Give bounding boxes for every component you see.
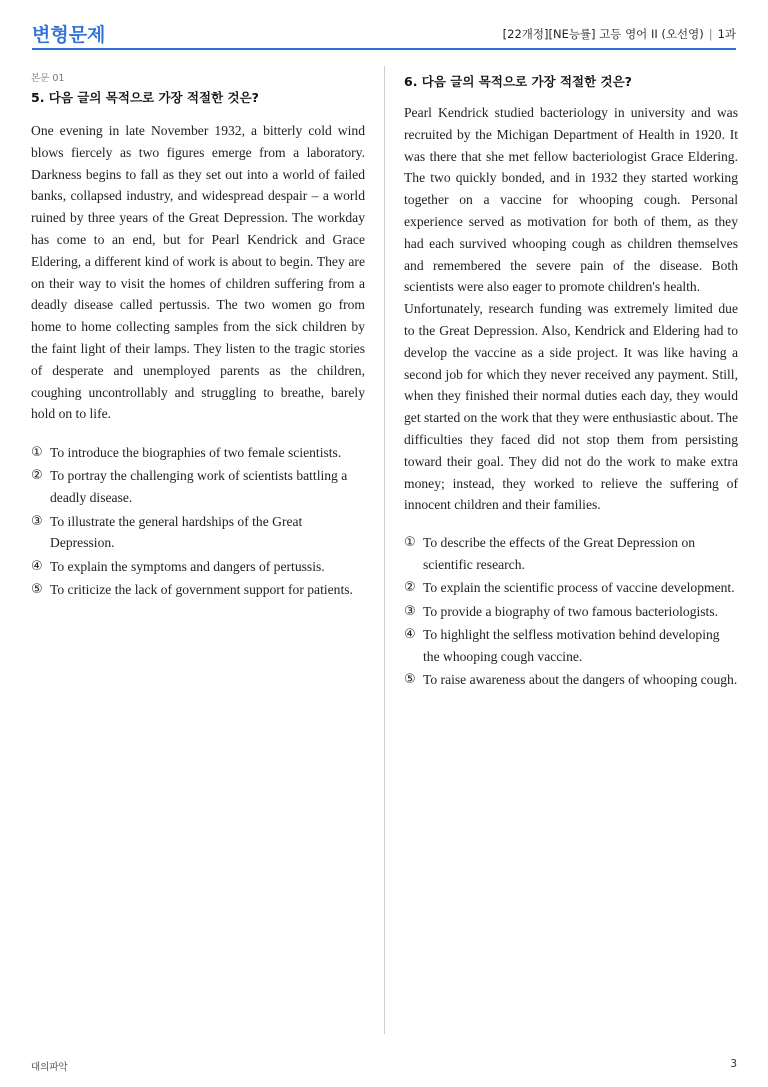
choice-item[interactable]	[404, 624, 738, 668]
page-number: 3	[730, 1058, 737, 1070]
choice-text: To explain the scientific process of vaccine development.	[423, 580, 735, 596]
choice-text: To provide a biography of two famous bacteriologists.	[423, 603, 719, 619]
question-6-title: 6. 다음 글의 목적으로 가장 적절한 것은?	[404, 74, 632, 89]
choice-number: ⑤	[404, 671, 416, 687]
choice-text: To criticize the lack of government support for patients.	[50, 581, 353, 597]
course-info	[503, 26, 736, 42]
choice-text: To highlight the selfless motivation behind developing the whooping cough vaccine.	[423, 626, 720, 664]
lesson-label: 1과	[717, 27, 736, 41]
question-5-choices	[31, 442, 365, 601]
choice-number: ③	[31, 513, 43, 529]
right-column	[404, 70, 738, 692]
header-separator: |	[708, 27, 713, 41]
choice-item[interactable]	[31, 465, 365, 509]
choice-number: ①	[404, 535, 416, 551]
choice-item[interactable]	[31, 579, 365, 601]
passage-paragraph: Unfortunately, research funding was extremely limited due to the Great Depression. Also, Kendrick and Eldering had to develop the vaccine as a side project. It was like having a second job for which they never received any payment. Still, when they finished their normal duties each day, they would get started on the work that they were enthusiastic about. The difficulties they faced did not stop them from persisting toward their goal. They did not do the work to make extra money; instead, they worked to relieve the suffering of innocent children and their families.	[404, 301, 738, 513]
choice-number: ①	[31, 445, 43, 461]
question-6-choices	[404, 532, 738, 691]
choice-item[interactable]	[31, 442, 365, 464]
course-title: [22개정][NE능률] 고등 영어 II (오선영)	[502, 27, 704, 41]
choice-text: To raise awareness about the dangers of whooping cough.	[423, 671, 738, 687]
brand-title: 변형문제	[32, 24, 106, 46]
choice-item[interactable]	[404, 577, 738, 599]
choice-text: To explain the symptoms and dangers of pertussis.	[50, 558, 325, 574]
section-tag: 본문 01	[31, 73, 65, 84]
choice-text: To illustrate the general hardships of the Great Depression.	[50, 513, 303, 551]
choice-item[interactable]	[404, 601, 738, 623]
page-header	[32, 18, 736, 50]
choice-item[interactable]	[31, 556, 365, 578]
choice-text: To portray the challenging work of scientists battling a deadly disease.	[50, 468, 348, 506]
choice-text: To describe the effects of the Great Depression on scientific research.	[423, 535, 696, 572]
choice-item[interactable]	[404, 669, 738, 691]
choice-item[interactable]	[31, 511, 365, 555]
passage-paragraph: One evening in late November 1932, a bitterly cold wind blows fiercely as two figures emerge from a laboratory. Darkness begins to fall as they set out into a world of failed banks, collapsed industry, and widespread despair – a world ruined by three years of the Great Depression. The workday has come to an end, but for Pearl Kendrick and Grace Eldering, a different kind of work is about to begin. They are on their way to visit the homes of children suffering from a deadly disease called pertussis. The two women go from home to home collecting samples from the sick children by the faint light of their lamps. They listen to the tragic stories of desperate and unemployed parents as the children, coughing uncontrollably and struggling to breathe, barely hold on to life.	[31, 123, 365, 422]
choice-number: ②	[404, 580, 416, 596]
question-5-passage	[31, 120, 365, 425]
passage-paragraph: Pearl Kendrick studied bacteriology in university and was recruited by the Michigan Department of Health in 1920. It was there that she met fellow bacteriologist Grace Eldering. The two quickly bonded, and in 1932 they started working together on a vaccine for whooping cough. Personal experience served as motivation for both of them, as they had each survived whooping cough as children themselves and remembered the severe pain of the disease. Both scientists were also eager to promote children's health.	[404, 105, 738, 295]
footer-publisher: 대의파악	[31, 1062, 68, 1073]
choice-number: ④	[404, 626, 416, 642]
choice-number: ③	[404, 603, 416, 619]
choice-number: ④	[31, 558, 43, 574]
choice-number: ⑤	[31, 581, 43, 597]
choice-text: To introduce the biographies of two female scientists.	[50, 445, 342, 461]
choice-item[interactable]	[404, 532, 738, 576]
column-divider	[384, 66, 385, 1034]
question-6-passage	[404, 102, 738, 516]
choice-number: ②	[31, 468, 43, 484]
left-column	[31, 70, 365, 602]
question-5-title: 5. 다음 글의 목적으로 가장 적절한 것은?	[31, 90, 259, 105]
